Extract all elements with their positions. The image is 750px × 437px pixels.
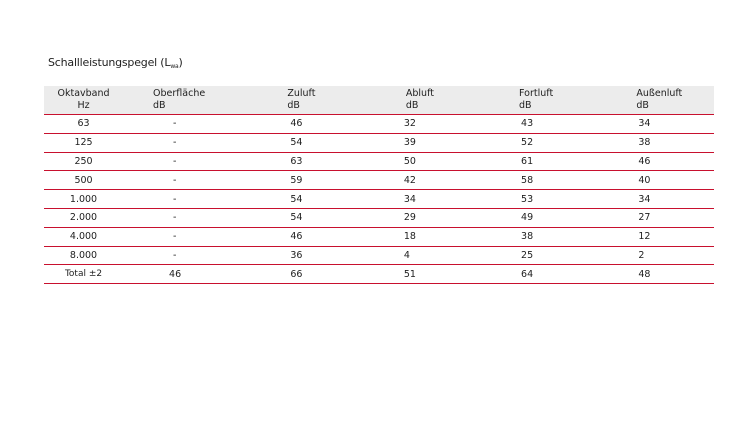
table-cell: 4.000 (44, 227, 123, 246)
table-cell: 250 (44, 152, 123, 171)
table-cell: 34 (590, 190, 714, 209)
table-cell: 12 (590, 227, 714, 246)
table-cell: - (123, 152, 242, 171)
table-header-row (44, 86, 714, 115)
table-cell: 61 (473, 152, 590, 171)
table-cell: - (123, 115, 242, 134)
table-cell: 29 (356, 208, 473, 227)
header-octave-band: Oktavband Hz (44, 86, 123, 115)
table-cell: 1.000 (44, 190, 123, 209)
table-cell: 54 (242, 208, 356, 227)
table-row (44, 133, 714, 152)
header-outdoor-air: Außenluft dB (590, 86, 714, 115)
table-cell: 46 (123, 265, 242, 284)
table-title (48, 56, 183, 70)
table-cell: 2.000 (44, 208, 123, 227)
table-row (44, 227, 714, 246)
table-cell: 66 (242, 265, 356, 284)
table-cell: 52 (473, 133, 590, 152)
header-extract-air: Abluft dB (356, 86, 473, 115)
table-cell: 64 (473, 265, 590, 284)
table-cell: 36 (242, 246, 356, 265)
table-cell: 54 (242, 190, 356, 209)
table-cell: 58 (473, 171, 590, 190)
table-row (44, 171, 714, 190)
table-cell: 4 (356, 246, 473, 265)
title-close: ) (178, 56, 183, 69)
table-cell: Total ±2 (44, 265, 123, 284)
table-cell: 39 (356, 133, 473, 152)
table-cell: 27 (590, 208, 714, 227)
table-cell: 500 (44, 171, 123, 190)
table-cell: 32 (356, 115, 473, 134)
table-cell: - (123, 246, 242, 265)
header-exhaust-air: Fortluft dB (473, 86, 590, 115)
table-cell: - (123, 208, 242, 227)
table-cell: 34 (356, 190, 473, 209)
table-cell: - (123, 227, 242, 246)
title-subscript: wa (170, 63, 179, 70)
table-cell: 49 (473, 208, 590, 227)
table-row (44, 115, 714, 134)
table-cell: 50 (356, 152, 473, 171)
table-cell: 38 (590, 133, 714, 152)
table-cell: 125 (44, 133, 123, 152)
table-cell: 25 (473, 246, 590, 265)
table-cell: - (123, 171, 242, 190)
table-cell: 51 (356, 265, 473, 284)
table-cell: 59 (242, 171, 356, 190)
table-cell: - (123, 133, 242, 152)
table-row (44, 246, 714, 265)
table-cell: 53 (473, 190, 590, 209)
table-cell: 8.000 (44, 246, 123, 265)
table-row (44, 208, 714, 227)
total-row (44, 265, 714, 284)
table-cell: 46 (242, 227, 356, 246)
table-cell: 18 (356, 227, 473, 246)
table-cell: 63 (44, 115, 123, 134)
table-cell: 46 (242, 115, 356, 134)
table-cell: 40 (590, 171, 714, 190)
table-row (44, 152, 714, 171)
header-surface: Oberfläche dB (123, 86, 242, 115)
table-cell: 54 (242, 133, 356, 152)
table-cell: 38 (473, 227, 590, 246)
title-text: Schallleistungspegel (L (48, 56, 171, 69)
table-cell: - (123, 190, 242, 209)
table-cell: 48 (590, 265, 714, 284)
table-cell: 34 (590, 115, 714, 134)
header-supply-air: Zuluft dB (242, 86, 356, 115)
table-cell: 63 (242, 152, 356, 171)
table-row (44, 190, 714, 209)
table-cell: 43 (473, 115, 590, 134)
table-cell: 46 (590, 152, 714, 171)
table-cell: 42 (356, 171, 473, 190)
table-cell: 2 (590, 246, 714, 265)
sound-power-table (44, 86, 714, 284)
